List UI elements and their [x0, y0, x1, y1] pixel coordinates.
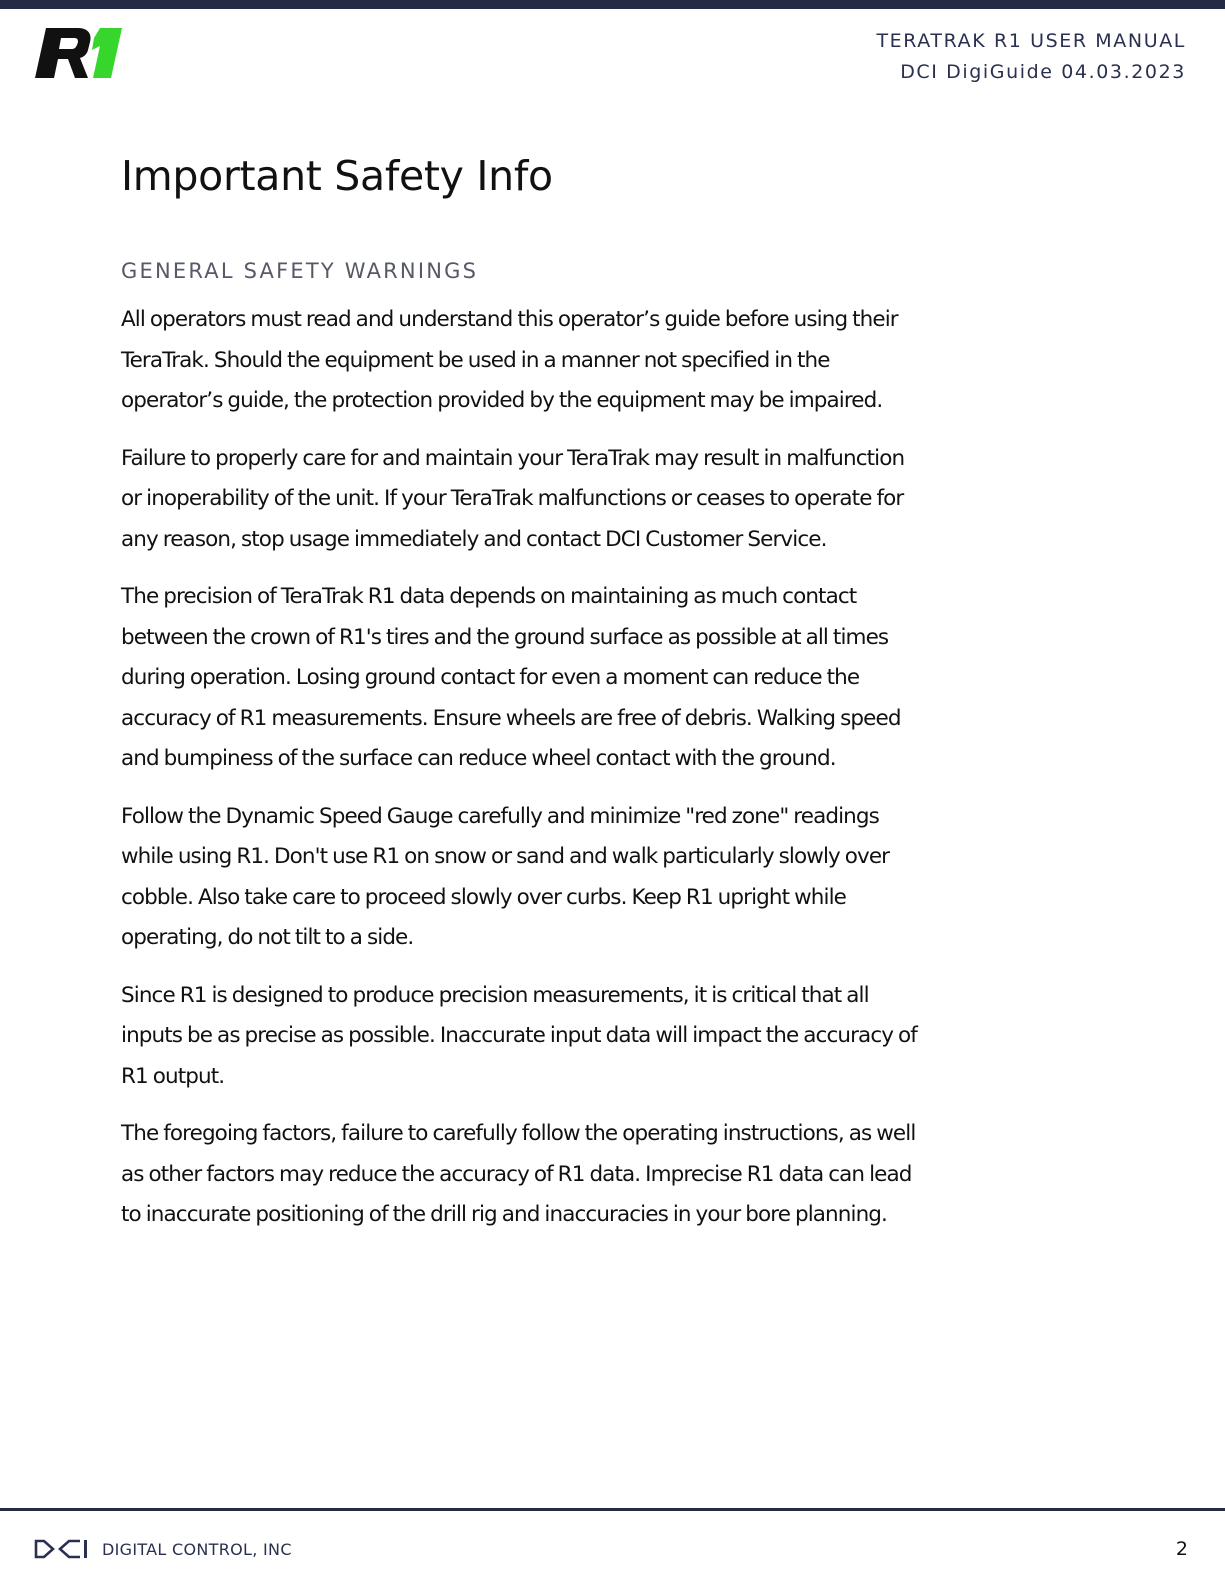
- page-title: Important Safety Info: [121, 152, 553, 200]
- dci-logo: [34, 1538, 90, 1560]
- r1-logo: [34, 26, 124, 80]
- page-number: 2: [1175, 1538, 1188, 1560]
- paragraph-ground-contact: The precision of TeraTrak R1 data depends on maintaining as much contact between the crown of R1's tires and the ground surface as possible at all times during operation. Losing ground contact for even a moment can reduce the accuracy of R1 measurements. Ensure wheels are free of debris. Walking speed and bumpiness of the surface can reduce wheel contact with the ground.: [121, 584, 901, 771]
- section-heading: GENERAL SAFETY WARNINGS: [121, 259, 479, 283]
- footer: [34, 1536, 292, 1562]
- paragraph-speed-gauge: Follow the Dynamic Speed Gauge carefully and minimize "red zone" readings while using R1. Don't use R1 on snow or sand and walk particularly slowly over cobble. Also take care to proceed slowly over curbs. Keep R1 upright while operating, do not tilt to a side.: [121, 803, 890, 950]
- guide-version: DCI DigiGuide 04.03.2023: [900, 61, 1186, 83]
- top-rule: [0, 0, 1225, 9]
- paragraph-maintenance: Failure to properly care for and maintain your TeraTrak may result in malfunction or inoperability of the unit. If your TeraTrak malfunctions or ceases to operate for any reason, stop usage immediately and contact DCI Customer Service.: [121, 445, 905, 552]
- main-content: [121, 146, 921, 1253]
- paragraph-operators-guide: All operators must read and understand this operator’s guide before using their TeraTrak. Should the equipment be used in a manner not specified in the operator’s guide, the protection provided by the equipment may be impaired.: [121, 307, 898, 413]
- company-name: DIGITAL CONTROL, INC: [102, 1539, 292, 1559]
- bottom-rule: [0, 1508, 1225, 1511]
- paragraph-input-precision: Since R1 is designed to produce precision measurements, it is critical that all inputs be as precise as possible. Inaccurate input data will impact the accuracy of R1 output.: [121, 982, 917, 1089]
- header-meta: [876, 26, 1186, 88]
- paragraph-accuracy-factors: The foregoing factors, failure to carefully follow the operating instructions, as well as other factors may reduce the accuracy of R1 data. Imprecise R1 data can lead to inaccurate positioning of the drill rig and inaccuracies in your bore planning.: [121, 1121, 916, 1227]
- manual-title: TERATRAK R1 USER MANUAL: [876, 30, 1186, 52]
